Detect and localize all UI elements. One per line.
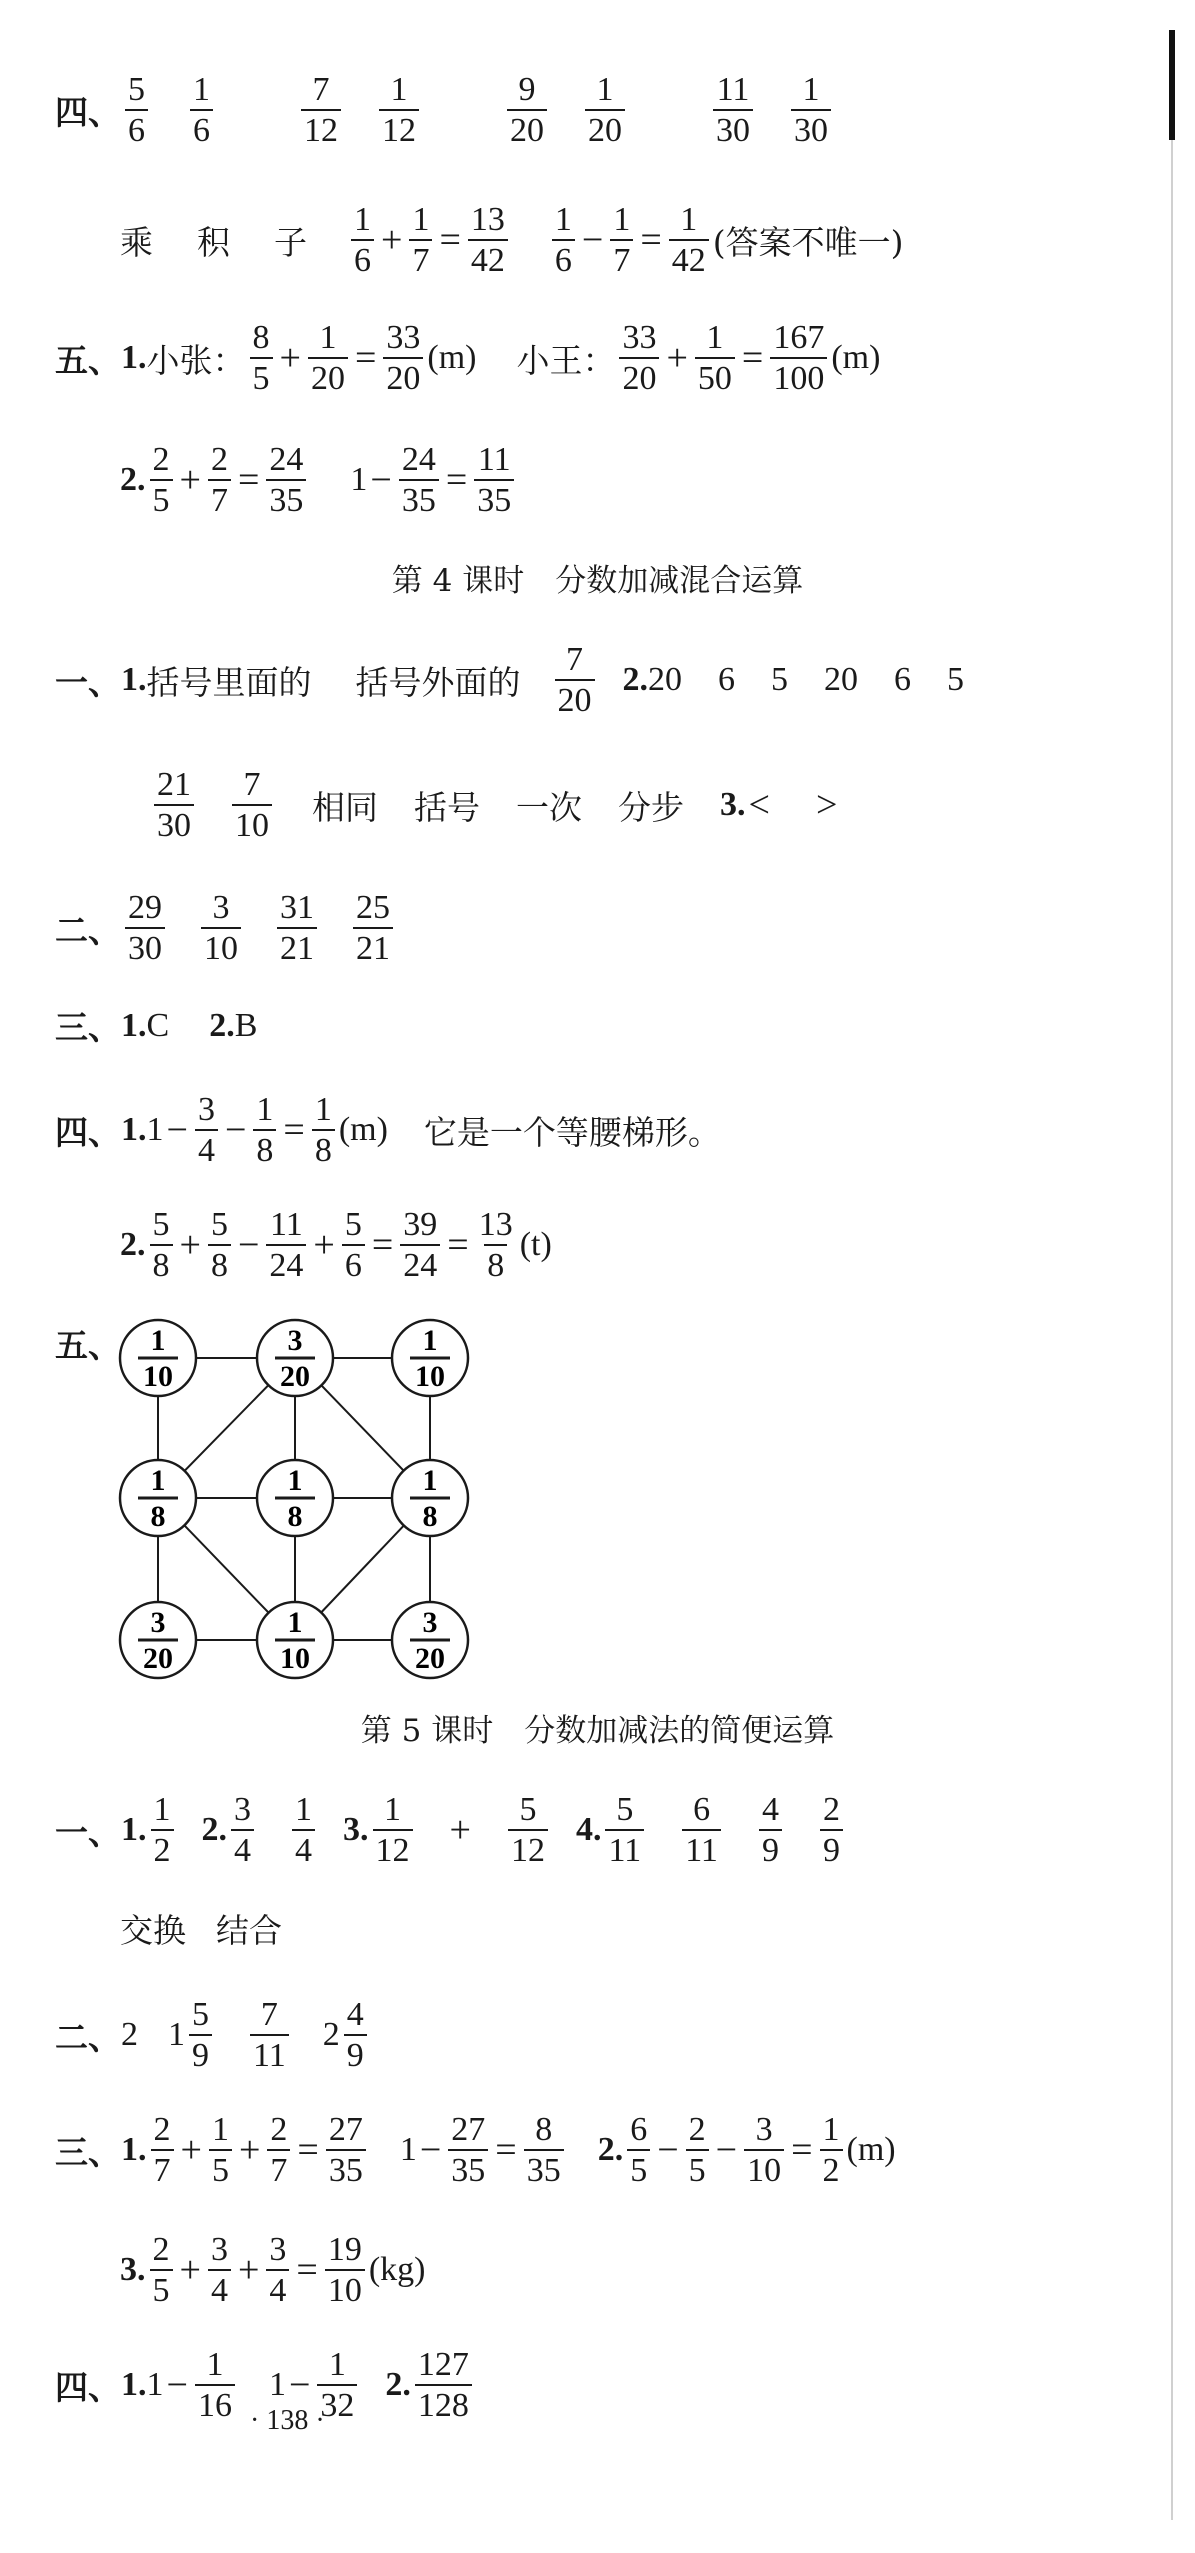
operator: = [237,459,260,502]
fraction: $\frac{2}{5}$ [150,2230,173,2310]
operator: − [166,1109,188,1152]
fraction: $\frac{11}{35}$ [474,440,514,520]
question-number: 1. [121,1006,147,1044]
operator: = [447,1224,469,1267]
unit: (m) [427,339,477,377]
fraction: $\frac{5}{9}$ [189,1995,212,2075]
number: 1 [146,1111,164,1149]
question-number: 3. [343,1811,369,1849]
operator: + [179,1224,201,1267]
operator: = [445,459,468,502]
operator: = [283,1109,305,1152]
operator: + [313,1224,335,1267]
fraction: $\frac{3}{4}$ [195,1090,218,1170]
fraction: $\frac{1}{50}$ [695,318,735,398]
fraction: $\frac{1}{7}$ [409,200,432,280]
node-numerator: 3 [422,1606,438,1639]
question-number: 2. [120,461,146,499]
fraction: $\frac{2}{7}$ [151,2110,174,2190]
question-number: 1. [121,661,147,699]
unit: (kg) [368,2251,426,2289]
answer-value: 6 [718,661,735,699]
section-label: 二、 [55,910,121,950]
question-number: 4. [575,1811,602,1849]
operator: − [370,459,392,502]
fraction: $\frac{8}{5}$ [250,318,273,398]
unit: (m) [831,339,881,377]
operator: = [640,219,662,262]
fraction: $\frac{9}{20}$ [507,70,547,150]
diagram-node [120,1460,196,1536]
node-numerator: 3 [150,1606,166,1639]
row-sec5-q2 [120,440,518,520]
operator: + [180,2129,202,2172]
fraction: $\frac{25}{21}$ [353,888,393,968]
fraction: $\frac{3}{10}$ [201,888,241,968]
unit: (m) [338,1111,388,1149]
fraction: $\frac{1}{2}$ [151,1790,174,1870]
page-edge-line [1171,140,1173,2520]
fraction: $\frac{4}{9}$ [759,1790,782,1870]
number: 1 [350,461,368,499]
fraction: $\frac{24}{35}$ [266,440,306,520]
frac-group [121,70,835,150]
row-l5-q3b [120,2230,425,2310]
section-label: 五、 [55,1326,121,1365]
diagram-node [392,1460,468,1536]
fraction: $\frac{3}{4}$ [208,2230,231,2310]
answer-text: 它是一个等腰梯形。 [423,1112,721,1152]
fraction: $\frac{33}{20}$ [619,318,659,398]
fraction: $\frac{13}{8}$ [478,1206,513,1285]
fraction: $\frac{27}{35}$ [326,2110,366,2190]
answer-word: 一次 [516,787,582,827]
answer-word: 子 [274,222,307,262]
diagram-node [120,1602,196,1678]
fraction: $\frac{1}{30}$ [791,70,831,150]
question-number: 2. [622,661,648,699]
fraction: $\frac{33}{20}$ [383,318,423,398]
mixed-number-whole: 1 [168,2016,185,2054]
answer-value: 6 [894,661,911,699]
diagram-node [257,1320,333,1396]
fraction: $\frac{5}{8}$ [208,1205,231,1285]
question-number: 2. [201,1811,227,1849]
fraction: $\frac{3}{4}$ [231,1790,254,1870]
fraction: $\frac{1}{12}$ [379,70,419,150]
question-number: 3. [720,786,746,824]
answer-value: 20 [648,661,682,699]
node-denominator: 10 [415,1360,445,1393]
answer-value: 5 [771,661,788,699]
fraction: $\frac{6}{11}$ [682,1790,721,1870]
comparison-symbol: > [815,784,838,827]
answer-word: 积 [197,222,230,262]
answer-word: 分步 [618,787,684,827]
section-label: 四、 [55,1112,121,1152]
row-sec4-fractions [55,70,835,150]
fraction: $\frac{2}{7}$ [208,440,231,520]
answer-choice: C [146,1006,170,1044]
question-number: 1. [121,2366,147,2404]
answer-word: 乘 [120,222,153,262]
fraction: $\frac{1}{32}$ [317,2345,357,2425]
fraction: $\frac{5}{11}$ [605,1790,644,1870]
fraction: $\frac{1}{8}$ [312,1090,335,1170]
fraction: $\frac{1}{42}$ [669,200,709,280]
node-numerator: 1 [150,1464,166,1497]
node-denominator: 10 [280,1642,310,1675]
fraction: $\frac{3}{4}$ [266,2230,289,2310]
fraction: $\frac{6}{5}$ [627,2110,650,2190]
answer-word: 结合 [216,1911,282,1950]
page-edge-mark [1169,30,1175,140]
unit: (t) [519,1226,552,1264]
question-number: 2. [597,2131,624,2169]
section-label: 一、 [55,662,121,702]
diagram-node [257,1460,333,1536]
question-number: 3. [120,2251,146,2289]
question-number: 2. [209,1006,235,1044]
row-l4-q2 [55,888,397,968]
row-sec4-words [120,200,904,280]
row-l4-q1b [150,765,840,845]
fraction: $\frac{1}{20}$ [308,318,348,398]
circle-network-diagram [100,1310,500,1690]
unit: (m) [846,2131,896,2169]
node-denominator: 20 [143,1642,173,1675]
fraction: $\frac{39}{24}$ [400,1205,440,1285]
question-number: 2. [385,2366,411,2404]
section-label: 一、 [55,1812,121,1852]
number: 2 [121,2016,138,2054]
answer-word: 括号 [414,787,480,827]
node-numerator: 3 [287,1324,303,1357]
operator: − [581,219,604,262]
fraction: $\frac{1}{6}$ [552,200,575,280]
diagram-node [120,1320,196,1396]
node-denominator: 20 [280,1360,310,1393]
operator: − [715,2129,738,2172]
operator: − [237,1224,260,1267]
fraction: $\frac{11}{30}$ [713,70,753,150]
fraction: $\frac{7}{11}$ [250,1995,289,2075]
answer-text: 括号外面的 [355,662,521,702]
fraction: $\frac{29}{30}$ [125,888,165,968]
fraction: $\frac{2}{5}$ [686,2110,709,2190]
section-label: 五、 [55,340,121,380]
operator: + [666,337,688,380]
diagram-node [392,1602,468,1678]
section-label: 三、 [55,1008,121,1047]
fraction: $\frac{21}{30}$ [154,765,194,845]
fraction: $\frac{1}{7}$ [610,200,633,280]
number: 1 [146,2366,164,2404]
question-number: 1. [121,1111,147,1149]
operator: = [371,1224,394,1267]
fraction: $\frac{5}{8}$ [150,1205,173,1285]
operator: = [495,2129,517,2172]
mixed-number-whole: 2 [322,2016,340,2054]
diagram-node [257,1602,333,1678]
fraction: $\frac{27}{35}$ [448,2110,488,2190]
comparison-symbol: < [748,784,770,827]
lesson-title: 第 4 课时 分数加减混合运算 [391,563,804,599]
operator: + [238,2129,261,2172]
row-l4-q4a [55,1090,721,1170]
fraction: $\frac{5}{6}$ [125,70,148,150]
fraction: $\frac{1}{12}$ [373,1790,413,1870]
fraction: $\frac{7}{10}$ [232,765,272,845]
operator: − [288,2364,311,2407]
fraction: $\frac{2}{5}$ [150,440,173,520]
operator: + [179,459,201,502]
node-denominator: 8 [150,1500,166,1533]
operator: − [419,2129,442,2172]
node-numerator: 1 [287,1464,303,1497]
fraction: $\frac{1}{5}$ [209,2110,232,2190]
name-label: 小张： [146,340,246,380]
section-label: 二、 [55,2017,121,2057]
operator: + [381,219,403,262]
fraction: $\frac{19}{10}$ [325,2230,365,2310]
fraction: $\frac{1}{2}$ [820,2110,843,2190]
operator: = [791,2129,813,2172]
fraction: $\frac{1}{20}$ [585,70,625,150]
fraction: $\frac{4}{9}$ [344,1995,367,2075]
fraction: $\frac{5}{12}$ [508,1790,548,1870]
node-denominator: 8 [287,1500,303,1533]
lesson-title: 第 5 课时 分数加减法的简便运算 [360,1713,835,1749]
diagram-node [392,1320,468,1396]
fraction: $\frac{2}{9}$ [820,1790,843,1870]
fraction: $\frac{24}{35}$ [399,440,439,520]
operator: + [237,2249,260,2292]
fraction: $\frac{11}{24}$ [266,1205,306,1285]
node-denominator: 8 [422,1500,438,1533]
row-l5-q1b [120,1905,282,1952]
fraction: $\frac{8}{35}$ [524,2110,564,2190]
row-l4-q4b [120,1205,552,1285]
node-denominator: 10 [143,1360,173,1393]
fraction: $\frac{167}{100}$ [770,318,827,398]
number: 1 [399,2131,417,2169]
operator: = [296,2249,318,2292]
fraction: $\frac{1}{8}$ [253,1090,276,1170]
node-numerator: 1 [287,1606,303,1639]
fraction: $\frac{5}{6}$ [342,1205,365,1285]
section-label: 三、 [55,2132,121,2172]
fraction: $\frac{1}{16}$ [195,2345,235,2425]
fraction: $\frac{7}{12}$ [301,70,341,150]
row-l4-q3 [55,1002,257,1049]
fraction: $\frac{127}{128}$ [415,2345,472,2425]
operator: + [179,2249,201,2292]
operator: = [741,337,764,380]
answer-value: 5 [947,661,964,699]
number: 1 [268,2366,286,2404]
operator: − [657,2129,679,2172]
name-label: 小王： [516,340,616,380]
row-l5-q3a [55,2110,896,2190]
answer-value: 20 [824,661,858,699]
row-sec5-q1 [55,318,880,398]
answer-word: 相同 [312,787,378,827]
question-number: 1. [121,1811,147,1849]
operator: = [354,337,377,380]
node-numerator: 1 [422,1324,438,1357]
fraction: $\frac{31}{21}$ [277,888,317,968]
fraction: $\frac{1}{6}$ [190,70,213,150]
operator: + [279,337,301,380]
note-text: (答案不唯一) [712,222,904,262]
question-number: 2. [120,1226,146,1264]
fraction: $\frac{13}{42}$ [468,200,508,280]
answer-word: 交换 [120,1911,186,1950]
operator: − [224,1109,247,1152]
row-l4-q1a [55,640,964,720]
node-numerator: 1 [150,1324,166,1357]
section-label: 四、 [55,92,121,132]
fraction: $\frac{1}{6}$ [351,200,374,280]
row-l5-q1a [55,1790,847,1870]
node-denominator: 20 [415,1642,445,1675]
question-number: 1. [121,2131,147,2169]
fraction: $\frac{3}{10}$ [744,2110,784,2190]
fraction: $\frac{1}{4}$ [292,1790,315,1870]
operator: + [449,1809,471,1852]
section-label: 四、 [55,2367,121,2407]
row-l5-q2 [55,1995,371,2075]
node-numerator: 1 [422,1464,438,1497]
operator: = [297,2129,319,2172]
fraction: $\frac{2}{7}$ [267,2110,290,2190]
operator: − [166,2364,188,2407]
answer-text: 括号里面的 [146,662,312,702]
question-number: 1. [121,339,147,377]
page-number: · 138 · [250,2405,325,2436]
fraction: $\frac{7}{20}$ [555,640,595,720]
operator: = [439,219,461,262]
answer-choice: B [234,1006,258,1044]
